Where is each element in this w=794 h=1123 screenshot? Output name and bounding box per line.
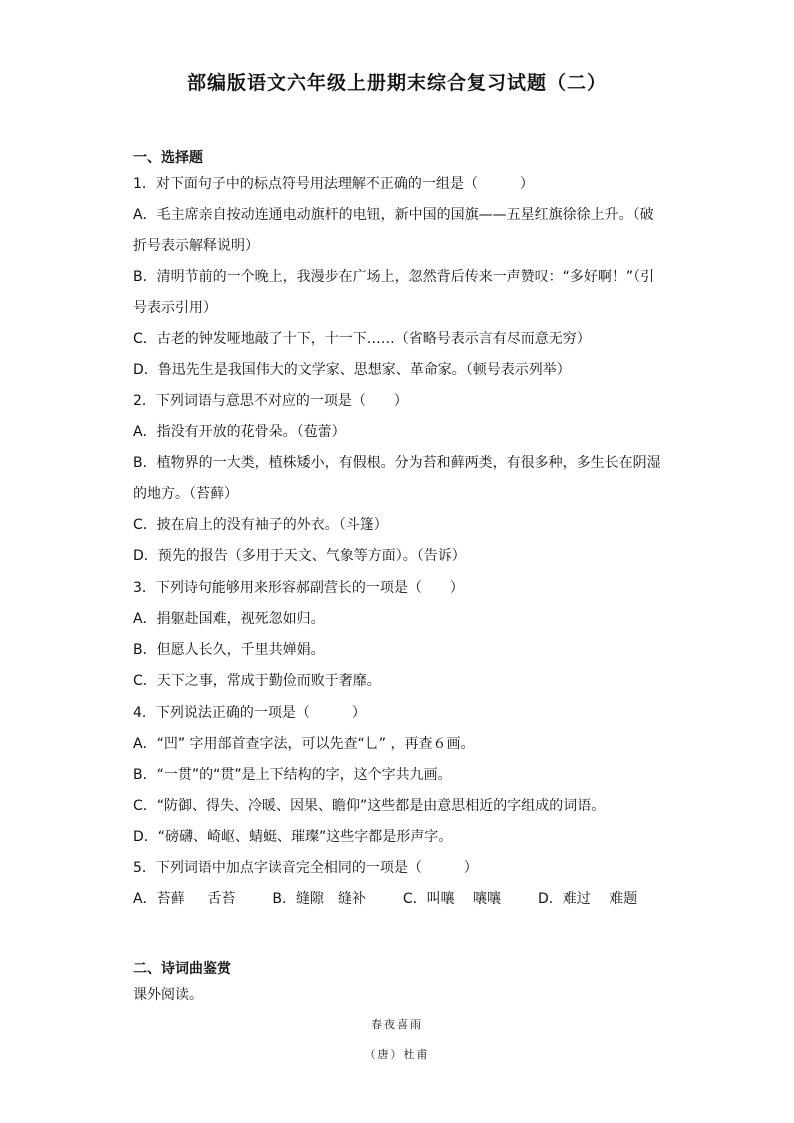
question-1-option-a: A．毛主席亲自按动连通电动旗杆的电钮，新中国的国旗——五星红旗徐徐上升。（破 xyxy=(133,207,654,223)
question-2-option-a: A．指没有开放的花骨朵。（苞蕾） xyxy=(133,424,346,440)
question-4-option-c: C．“防御、得失、冷暖、因果、瞻仰”这些都是由意思相近的字组成的词语。 xyxy=(133,798,606,814)
poem-author: （唐）杜甫 xyxy=(364,1048,430,1061)
question-5: 5．下列词语中加点字读音完全相同的一项是（ ） xyxy=(133,860,478,876)
question-3: 3．下列诗句能够用来形容郝副营长的一项是（ ） xyxy=(133,580,464,596)
poem-title: 春夜喜雨 xyxy=(371,1018,423,1031)
reading-intro: 课外阅读。 xyxy=(133,987,203,1003)
question-2-option-b-cont: 的地方。（苔藓） xyxy=(133,486,238,502)
question-4: 4．下列说法正确的一项是（ ） xyxy=(133,705,366,721)
section-heading-poetry: 二、诗词曲鉴赏 xyxy=(133,961,231,977)
question-2: 2．下列词语与意思不对应的一项是（ ） xyxy=(133,393,408,409)
question-1-option-d: D．鲁迅先生是我国伟大的文学家、思想家、革命家。（顿号表示列举） xyxy=(133,362,571,378)
question-3-option-a: A．捐躯赴国难，视死忽如归。 xyxy=(133,611,325,627)
question-1: 1．对下面句子中的标点符号用法理解不正确的一组是（ ） xyxy=(133,176,534,192)
question-4-option-d: D．“磅礴、崎岖、蜻蜓、璀璨”这些字都是形声字。 xyxy=(133,829,453,845)
question-1-option-b-cont: 号表示引用） xyxy=(133,300,217,316)
question-3-option-b: B．但愿人长久，千里共婵娟。 xyxy=(133,642,325,658)
question-2-option-c: C．披在肩上的没有袖子的外衣。（斗篷） xyxy=(133,517,388,533)
section-heading-choice: 一、选择题 xyxy=(133,150,203,166)
question-2-option-b: B．植物界的一大类，植株矮小，有假根。分为苔和藓两类，有很多种，多生长在阴湿 xyxy=(133,455,661,471)
question-4-option-b: B．“一贯”的“贯”是上下结构的字，这个字共九画。 xyxy=(133,767,452,783)
question-1-option-a-cont: 折号表示解释说明） xyxy=(133,238,259,254)
question-1-option-c: C．古老的钟发哑地敲了十下，十一下……（省略号表示言有尽而意无穷） xyxy=(133,331,591,347)
question-4-option-a: A．“凹” 字用部首查字法，可以先查“乚” ，再查６画。 xyxy=(133,736,475,752)
question-2-option-d: D．预先的报告（多用于天文、气象等方面）。（告诉） xyxy=(133,548,466,564)
question-1-option-b: B．清明节前的一个晚上，我漫步在广场上，忽然背后传来一声赞叹：“多好啊！”（引 xyxy=(133,269,655,285)
question-5-options: A．苔藓 舌苔 B．缝隙 缝补 C．叫嚷 嚷嚷 D．难过 难题 xyxy=(133,891,638,907)
page-title: 部编版语文六年级上册期末综合复习试题（二） xyxy=(186,72,607,94)
question-3-option-c: C．天下之事，常成于勤俭而败于奢靡。 xyxy=(133,673,381,689)
